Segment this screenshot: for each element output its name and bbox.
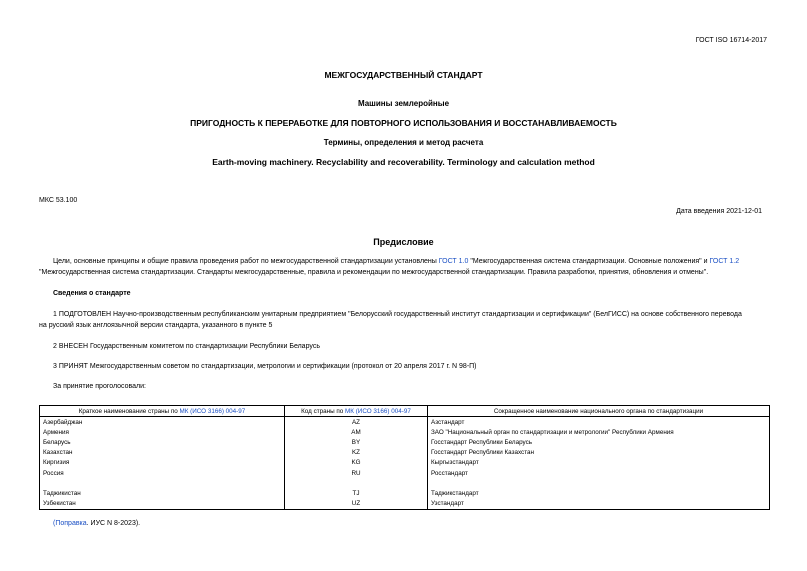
preface-line-1: Цели, основные принципы и общие правила проведения работ по межгосударственной стандартизации установлены ГОСТ 1.0 "Межгосударственная система стандартизации. Основные положения" и ГОСТ 1.2 <box>53 258 740 265</box>
subtitle: Термины, определения и метод расчета <box>323 138 484 147</box>
table-header-row <box>40 406 770 417</box>
standard-type-title: МЕЖГОСУДАРСТВЕННЫЙ СТАНДАРТ <box>324 70 483 80</box>
preface-paragraph <box>39 256 771 278</box>
table-row: Россия RU Росстандарт <box>40 468 770 478</box>
main-title: ПРИГОДНОСТЬ К ПЕРЕРАБОТКЕ ДЛЯ ПОВТОРНОГО ИСПОЛЬЗОВАНИЯ И ВОССТАНАВЛИВАЕМОСТЬ <box>190 118 617 128</box>
header-code: Код страны по МК (ИСО 3166) 004-97 <box>285 406 428 417</box>
mk-iso-link[interactable]: МК (ИСО 3166) 004-97 <box>179 407 246 415</box>
table-row: Казахстан KZ Госстандарт Республики Казахстан <box>40 448 770 458</box>
table-row <box>40 478 770 488</box>
item-2: 2 ВНЕСЕН Государственным комитетом по стандартизации Республики Беларусь <box>53 343 320 350</box>
amendment-link[interactable]: (Поправка <box>53 520 87 527</box>
mk-iso-link[interactable]: МК (ИСО 3166) 004-97 <box>345 407 411 415</box>
preface-line-2: "Межгосударственная система стандартизации. Стандарты межгосударственные, правила и рекомендации по межгосударственной стандартизации. Правила разработки, принятия, обновления и отмены". <box>39 269 709 276</box>
gost-1-2-link[interactable]: ГОСТ 1.2 <box>709 258 740 265</box>
table-row: Беларусь BY Госстандарт Республики Беларусь <box>40 437 770 447</box>
header-country: Краткое наименование страны по МК (ИСО 3166) 004-97 <box>40 406 285 417</box>
countries-table <box>39 405 770 510</box>
voted-label: За принятие проголосовали: <box>53 383 146 390</box>
gost-1-0-link[interactable]: ГОСТ 1.0 <box>438 258 469 265</box>
document-code: ГОСТ ISO 16714-2017 <box>695 37 767 44</box>
amendment-note: (Поправка. ИУС N 8-2023). <box>53 520 141 527</box>
item-3: 3 ПРИНЯТ Межгосударственным советом по стандартизации, метрологии и сертификации (протокол от 20 апреля 2017 г. N 98-П) <box>53 363 477 370</box>
mks-code: МКС 53.100 <box>39 197 78 204</box>
english-title: Earth-moving machinery. Recyclability and recoverability. Terminology and calculation method <box>212 157 595 167</box>
table-row: Таджикистан TJ Таджикстандарт <box>40 488 770 498</box>
table-row: Армения AM ЗАО "Национальный орган по стандартизации и метрологии" Республики Армения <box>40 427 770 437</box>
preface-heading: Предисловие <box>373 237 434 247</box>
info-heading: Сведения о стандарте <box>53 290 131 297</box>
item-1: 1 ПОДГОТОВЛЕН Научно-производственным республиканским унитарным предприятием "Белорусский государственный институт стандартизации и сертификации" (БелГИСС) на основе собственного перевода на русский язык англоязычной версии стандарта, указанного в пункте 5 <box>39 311 742 329</box>
table-row: Узбекистан UZ Узстандарт <box>40 499 770 510</box>
table-row: Киргизия KG Кыргызстандарт <box>40 458 770 468</box>
introduction-date: Дата введения 2021-12-01 <box>676 208 762 215</box>
header-org: Сокращенное наименование национального органа по стандартизации <box>428 406 770 417</box>
subject-title: Машины землеройные <box>357 99 450 108</box>
table-row: Азербайджан AZ Азстандарт <box>40 417 770 428</box>
